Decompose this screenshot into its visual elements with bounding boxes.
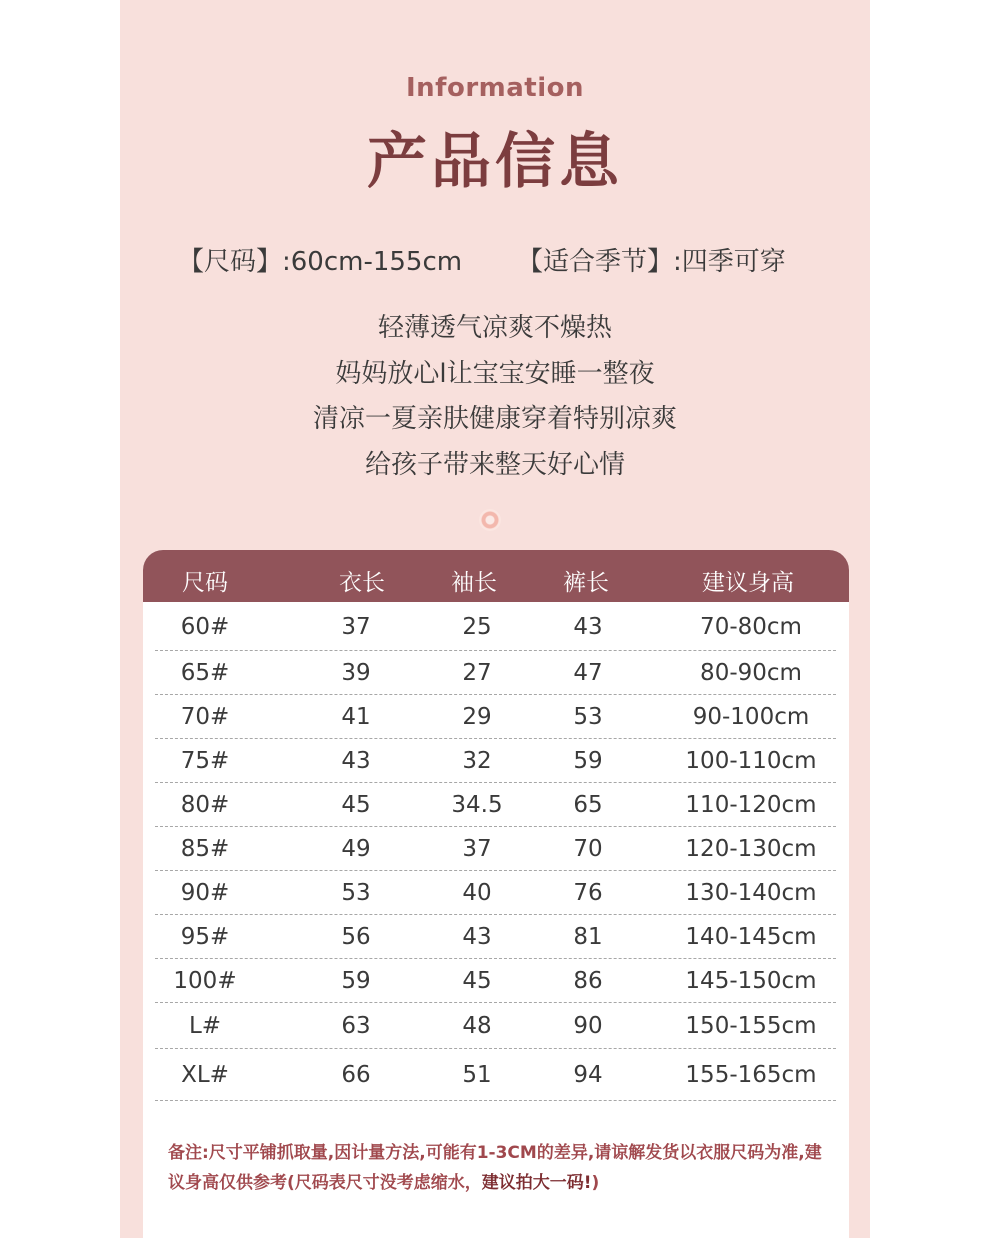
cell-size: 65#: [180, 660, 230, 686]
cell-pants: 59: [573, 748, 603, 774]
note-text: [168, 1138, 828, 1198]
cell-size: L#: [188, 1013, 222, 1039]
table-row: [155, 1002, 836, 1049]
table-row: [155, 694, 836, 739]
cell-pants: 90: [573, 1013, 603, 1039]
cell-pants: 43: [573, 614, 603, 640]
header-pants: 裤长: [563, 570, 609, 596]
spec-size: 【尺码】:60cm-155cm: [178, 247, 463, 277]
cell-pants: 53: [573, 704, 603, 730]
description-line: 清凉一夏亲肤健康穿着特别凉爽: [312, 404, 677, 434]
cell-length: 43: [341, 748, 371, 774]
cell-length: 56: [341, 924, 371, 950]
table-row: [155, 1048, 836, 1101]
cell-height: 80-90cm: [700, 660, 802, 686]
cell-height: 150-155cm: [685, 1013, 817, 1039]
section-eyebrow: Information: [405, 73, 585, 103]
table-row: [155, 958, 836, 1003]
cell-size: 75#: [180, 748, 230, 774]
header-height: 建议身高: [702, 570, 794, 596]
cell-pants: 94: [573, 1062, 603, 1088]
table-row: [155, 914, 836, 959]
cell-height: 90-100cm: [692, 704, 810, 730]
cell-length: 37: [341, 614, 371, 640]
table-row: [155, 870, 836, 915]
cell-height: 155-165cm: [685, 1062, 817, 1088]
cell-height: 145-150cm: [685, 968, 817, 994]
page-title: 产品信息: [367, 127, 623, 197]
cell-size: 80#: [180, 792, 230, 818]
cell-length: 59: [341, 968, 371, 994]
cell-length: 45: [341, 792, 371, 818]
cell-length: 39: [341, 660, 371, 686]
cell-length: 63: [341, 1013, 371, 1039]
cell-height: 120-130cm: [685, 836, 817, 862]
table-header: [143, 550, 849, 602]
cell-length: 41: [341, 704, 371, 730]
cell-height: 110-120cm: [685, 792, 817, 818]
header-length: 衣长: [339, 570, 385, 596]
cell-sleeve: 40: [462, 880, 492, 906]
description-line: 轻薄透气凉爽不燥热: [377, 313, 612, 343]
size-table: [143, 550, 849, 1238]
header-sleeve: 袖长: [451, 570, 497, 596]
cell-pants: 76: [573, 880, 603, 906]
spec-season: 【适合季节】:四季可穿: [517, 247, 786, 277]
cell-sleeve: 45: [462, 968, 492, 994]
cell-pants: 47: [573, 660, 603, 686]
cell-size: 70#: [180, 704, 230, 730]
table-row: [155, 650, 836, 695]
cell-sleeve: 51: [462, 1062, 492, 1088]
cell-size: 100#: [173, 968, 237, 994]
cell-pants: 86: [573, 968, 603, 994]
note-closing: ): [591, 1173, 600, 1193]
cell-size: XL#: [181, 1062, 229, 1088]
cell-pants: 65: [573, 792, 603, 818]
decorative-dot-icon: [479, 509, 501, 531]
note-emphasis: 建议拍大一码!: [481, 1173, 592, 1193]
cell-sleeve: 37: [462, 836, 492, 862]
cell-pants: 81: [573, 924, 603, 950]
table-row: [155, 602, 836, 651]
cell-sleeve: 34.5: [451, 792, 503, 818]
table-row: [155, 738, 836, 783]
description-line: 给孩子带来整天好心情: [364, 450, 625, 480]
cell-size: 85#: [180, 836, 230, 862]
cell-length: 53: [341, 880, 371, 906]
cell-height: 100-110cm: [685, 748, 817, 774]
description-line: 妈妈放心l让宝宝安睡一整夜: [335, 359, 655, 389]
cell-length: 66: [341, 1062, 371, 1088]
cell-size: 90#: [180, 880, 230, 906]
cell-height: 130-140cm: [685, 880, 817, 906]
cell-sleeve: 43: [462, 924, 492, 950]
cell-height: 70-80cm: [700, 614, 802, 640]
cell-length: 49: [341, 836, 371, 862]
cell-sleeve: 48: [462, 1013, 492, 1039]
note-body: 备注:尺寸平铺抓取量,因计量方法,可能有1-3CM的差异,请谅解发货以衣服尺码为准,建议身高仅供参考(尺码表尺寸没考虑缩水，: [168, 1143, 822, 1193]
cell-height: 140-145cm: [685, 924, 817, 950]
cell-size: 95#: [180, 924, 230, 950]
cell-sleeve: 27: [462, 660, 492, 686]
table-row: [155, 826, 836, 871]
cell-sleeve: 32: [462, 748, 492, 774]
cell-sleeve: 25: [462, 614, 492, 640]
cell-size: 60#: [180, 614, 230, 640]
header-size: 尺码: [182, 570, 228, 596]
cell-pants: 70: [573, 836, 603, 862]
table-row: [155, 782, 836, 827]
cell-sleeve: 29: [462, 704, 492, 730]
